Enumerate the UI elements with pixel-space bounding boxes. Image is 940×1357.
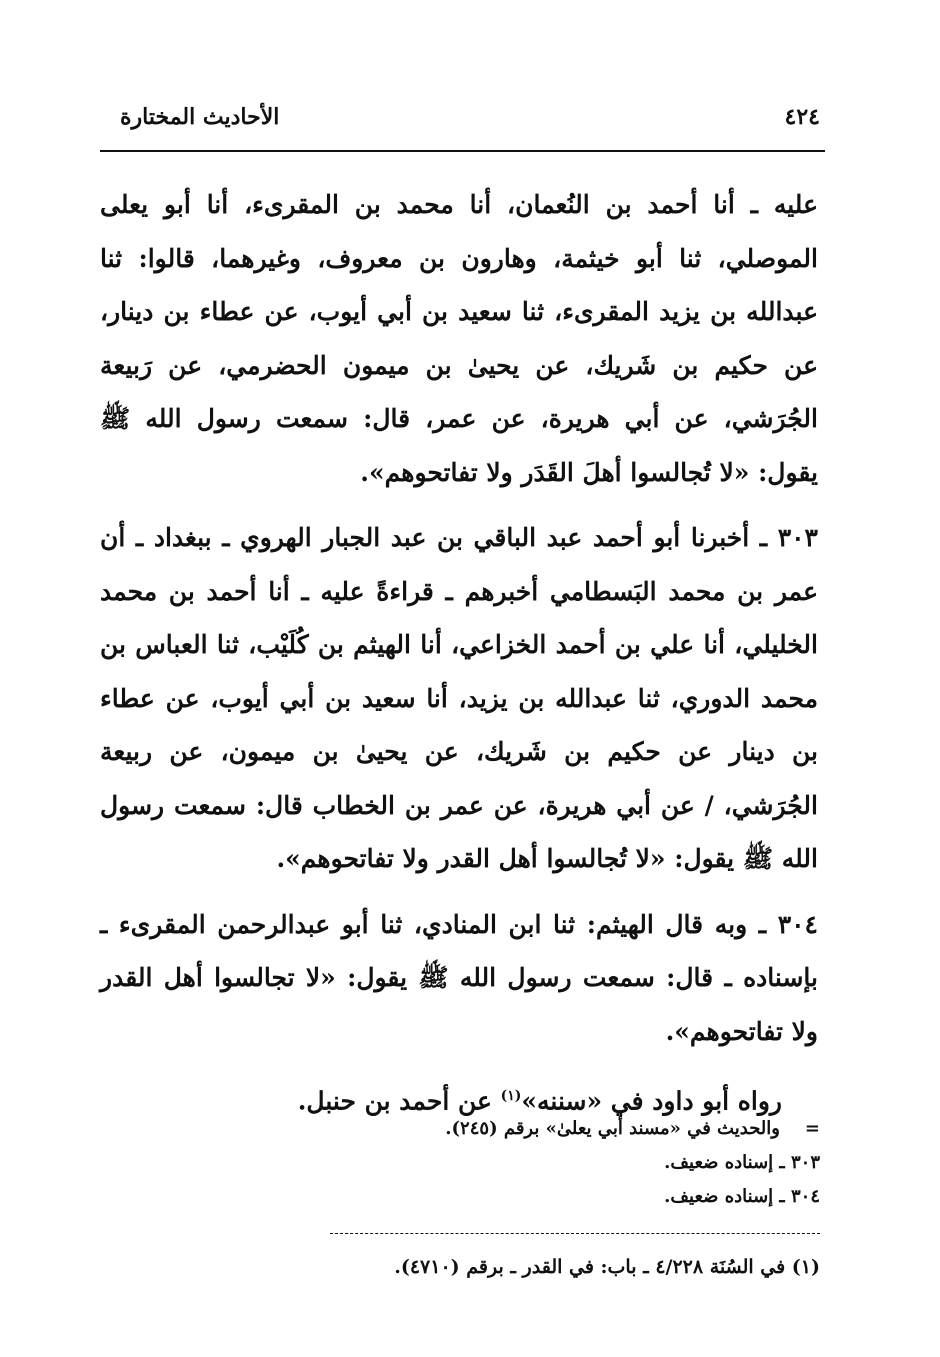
footnote: (١) في السُنَة ٤/٢٢٨ ـ باب: في القدر ـ برقم (٤٧١٠). [394, 1256, 820, 1278]
note-item [330, 1146, 820, 1180]
hadith-303: ٣٠٣ ـ أخبرنا أبو أحمد عبد الباقي بن عبد الجبار الهروي ـ ببغداد ـ أن عمر بن محمد البَسطامي أخبرهم ـ قراءةً عليه ـ أنا أحمد بن محمد الخليلي، أنا علي بن أحمد الخزاعي، أنا الهيثم بن كُلَيْب، ثنا العباس بن محمد الدوري، ثنا عبدالله بن يزيد، أنا سعيد بن أبي أيوب، عن عطاء بن دينار عن حكيم بن شَريك، عن يحيىٰ بن ميمون، عن ربيعة الجُرَشي، / عن أبي هريرة، عن عمر بن الخطاب قال: سمعت رسول الله ﷺ يقول: «لا تُجالسوا أهل القدر ولا تفاتحوهم». [100, 523, 818, 873]
book-title: الأحاديث المختارة [120, 104, 280, 130]
page-header [120, 98, 820, 130]
main-text [100, 178, 818, 1140]
note-text: والحديث في «مسند أبي يعلىٰ» برقم (٢٤٥). [445, 1118, 780, 1139]
footnote-divider [330, 1233, 820, 1234]
note-text: ٣٠٣ ـ إسناده ضعيف. [664, 1152, 820, 1173]
riwaya-text-after: عن أحمد بن حنبل. [297, 1086, 501, 1116]
note-marker: = [804, 1118, 820, 1139]
riwaya-text-before: رواه أبو داود في «سننه» [521, 1086, 782, 1116]
hadith-304: ٣٠٤ ـ وبه قال الهيثم: ثنا ابن المنادي، ثنا أبو عبدالرحمن المقرىء ـ بإسناده ـ قال: سمعت رسول الله ﷺ يقول: «لا تجالسوا أهل القدر ولا تفاتحوهم». [100, 909, 818, 1046]
header-divider [100, 150, 825, 152]
note-item [330, 1112, 820, 1146]
paragraph-continuation: عليه ـ أنا أحمد بن النُعمان، أنا محمد بن المقرىء، أنا أبو يعلى الموصلي، ثنا أبو خيثمة، وهارون بن معروف، وغيرهما، قالوا: ثنا عبدالله بن يزيد المقرىء، ثنا سعيد بن أبي أيوب، عن عطاء بن دينار، عن حكيم بن شَريك، عن يحيىٰ بن ميمون الحضرمي، عن رَبيعة الجُرَشي، عن أبي هريرة، عن عمر، قال: سمعت رسول الله ﷺ يقول: «لا تُجالسوا أهلَ القَدَر ولا تفاتحوهم». [100, 190, 818, 487]
editor-notes [330, 1112, 820, 1214]
footnote-ref: (١) [500, 1088, 522, 1104]
note-item [330, 1180, 820, 1214]
note-text: ٣٠٤ ـ إسناده ضعيف. [664, 1186, 820, 1207]
page-number: ٤٢٤ [784, 104, 820, 130]
